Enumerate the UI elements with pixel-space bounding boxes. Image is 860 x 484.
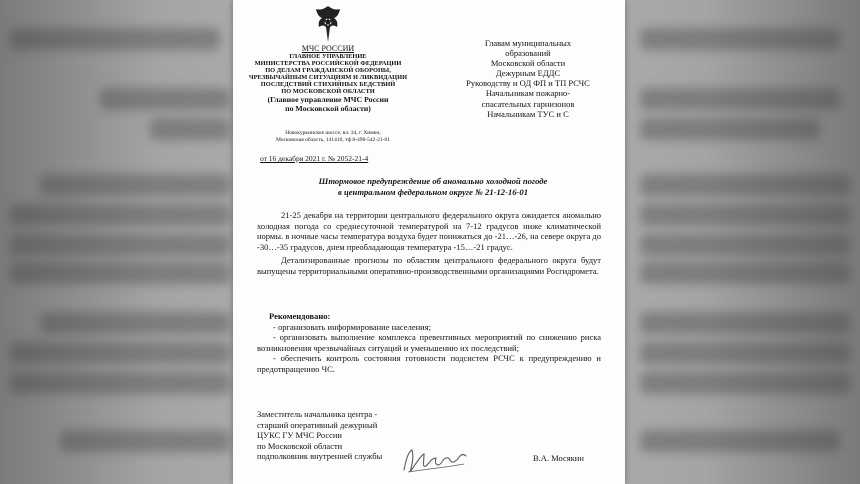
recipient-line: образований bbox=[505, 48, 551, 59]
recommendation-item: - организовать выполнение комплекса превентивных мероприятий по снижению риска возникновения чрезвычайных ситуаций и уменьшению их последствий; bbox=[257, 332, 601, 353]
body-paragraph: 21-25 декабря на территории центрального федерального округа ожидается аномально холодная погода со среднесуточной температурой на 7-12 градусов ниже климатической нормы. в ночные часы температура воздуха будет понижаться до -21…-26, на севере округа до -30…-35 градусов, днем преобладающая температура -15…-21 градус. bbox=[257, 210, 601, 252]
sender-org: МЧС РОССИИ bbox=[301, 44, 355, 53]
sender-line: МИНИСТЕРСТВА РОССИЙСКОЙ ФЕДЕРАЦИИ bbox=[254, 60, 402, 67]
recipient-line: спасательных гарнизонов bbox=[481, 98, 575, 109]
mchs-emblem-icon bbox=[313, 4, 343, 44]
recommendations-heading: Рекомендовано: bbox=[269, 311, 331, 321]
recipient-line: Главам муниципальных bbox=[484, 38, 572, 48]
sender-line: ПО ДЕЛАМ ГРАЖДАНСКОЙ ОБОРОНЫ, bbox=[265, 67, 391, 74]
signatory-line: ЦУКС ГУ МЧС России bbox=[257, 430, 342, 440]
title-line: Штормовое предупреждение об аномально холодной погоде bbox=[318, 176, 548, 186]
sender-short-name: (Главное управление МЧС России bbox=[267, 95, 389, 104]
sender-line: ПОСЛЕДСТВИЙ СТИХИЙНЫХ БЕДСТВИЙ bbox=[260, 81, 396, 88]
address-line: Новокуркинское шоссе, вл. 34, г. Химки, bbox=[285, 130, 381, 136]
sender-line: ПО МОСКОВСКОЙ ОБЛАСТИ bbox=[281, 88, 375, 95]
document-date-number: от 16 декабря 2021 г. № 2052-21-4 bbox=[260, 154, 369, 163]
recipient-line: Дежурным ЕДДС bbox=[495, 68, 561, 79]
handwritten-signature bbox=[398, 442, 470, 478]
signatory-line: подполковник внутренней службы bbox=[257, 451, 383, 461]
signatory-line: по Московской области bbox=[257, 440, 343, 451]
recommendation-item: - обеспечить контроль состояния готовности подсистем РСЧС к предупреждению и предотвращению ЧС. bbox=[257, 353, 601, 374]
recipient-line: Начальникам пожарно- bbox=[485, 88, 571, 99]
address-line: Московская область, 141410, тф 8-498-542-21-01 bbox=[275, 136, 391, 143]
signatory-line: старший оперативный дежурный bbox=[257, 419, 378, 430]
recommendation-item: - организовать информирование населения; bbox=[273, 321, 431, 332]
sender-line: ГЛАВНОЕ УПРАВЛЕНИЕ bbox=[289, 53, 367, 60]
recipient-line: Начальникам ТУС и С bbox=[487, 108, 569, 119]
recipients-block bbox=[433, 38, 623, 119]
recipient-line: Руководству и ОД ФП и ТП РСЧС bbox=[466, 78, 590, 89]
document-page bbox=[233, 0, 625, 484]
recommendations bbox=[257, 311, 601, 374]
sender-header bbox=[248, 44, 408, 113]
document-body bbox=[257, 210, 601, 279]
recipient-line: Московской области bbox=[490, 58, 566, 69]
signatory-line: Заместитель начальника центра - bbox=[257, 409, 378, 419]
document-title bbox=[283, 176, 583, 197]
sender-address bbox=[253, 130, 413, 143]
sender-line: ЧРЕЗВЫЧАЙНЫМ СИТУАЦИЯМ И ЛИКВИДАЦИИ bbox=[248, 74, 408, 81]
title-line: в центральном федеральном округе № 21-12-16-01 bbox=[337, 186, 529, 197]
signatory-name: В.А. Мосякин bbox=[533, 453, 584, 463]
sender-short-name: по Московской области) bbox=[285, 104, 371, 113]
body-paragraph: Детализированные прогнозы по областям центрального федерального округа будут выпущены территориальными оперативно-производственными организациями Росгидромета. bbox=[257, 255, 601, 276]
